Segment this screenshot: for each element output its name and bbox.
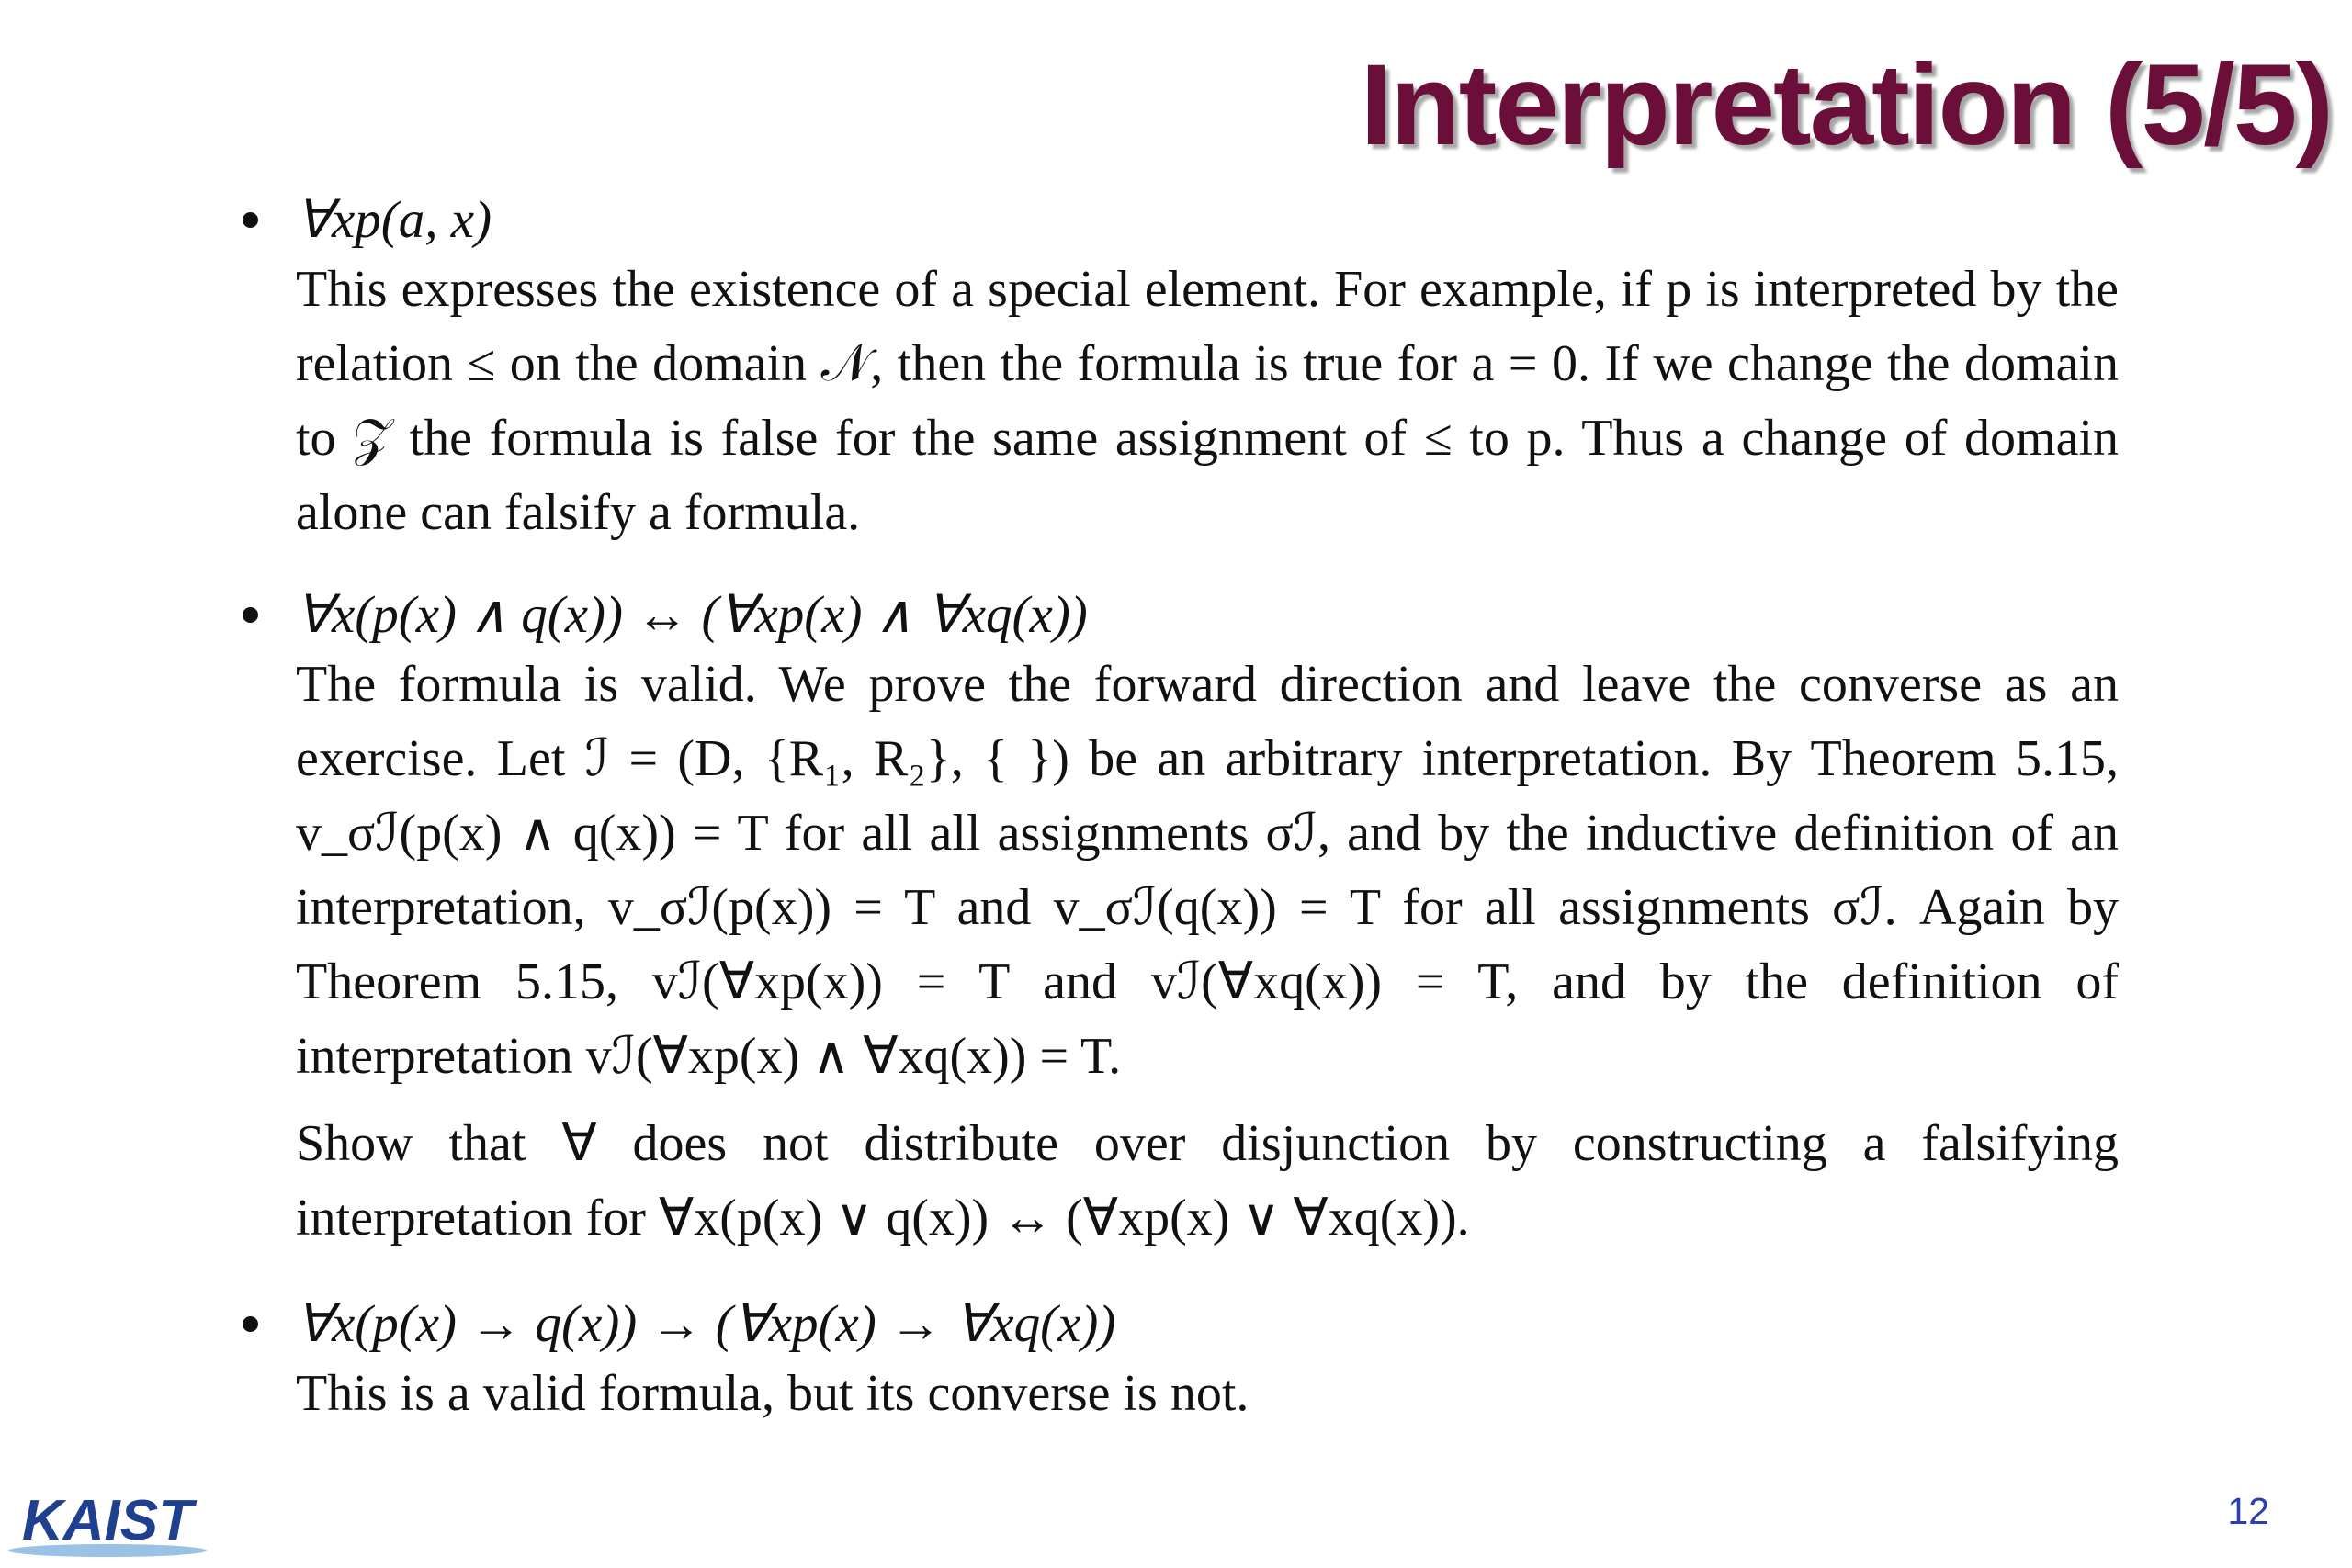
page-number: 12 [2227,1490,2269,1532]
kaist-logo [4,1486,211,1562]
bullet-icon [243,607,258,623]
bullet-item-existence [235,188,2119,550]
exercise-paragraph: Show that ∀ does not distribute over disjunction by constructing a falsifying interpretation for ∀x(p(x) ∨ q(x)) ↔ (∀xp(x) ∨ ∀xq(x)). [296,1115,2119,1247]
formula: ∀x(p(x) ∧ q(x)) ↔ (∀xp(x) ∧ ∀xq(x)) [296,586,1088,644]
bullet-item-conjunction [235,583,2119,1256]
explanation-paragraph: This is a valid formula, but its converse is not. [296,1365,1250,1422]
bullet-icon [243,1316,258,1332]
explanation-paragraph: The formula is valid. We prove the forward direction and leave the converse as an exercise. Let ℐ = (D, {R₁, R₂}, { }) be an arbitrary interpretation. By Theorem 5.15, v_σℐ(p(x) ∧ q(x)) = T for all all assignments σℐ, and by the inductive definition of an interpretation, v_σℐ(p(x)) = T and v_σℐ(q(x)) = T for all assignments σℐ. Again by Theorem 5.15, vℐ(∀xp(x)) = T and vℐ(∀xq(x)) = T, and by the definition of interpretation vℐ(∀xp(x) ∧ ∀xq(x)) = T. [296,656,2119,1085]
bullet-icon [243,212,258,228]
bullet-item-implication [235,1292,2119,1431]
slide-content [235,188,2119,1431]
explanation-paragraph: This expresses the existence of a special element. For example, if p is interpreted by the relation ≤ on the domain 𝒩, then the formula is true for a = 0. If we change the domain to 𝒵 the formula is false for the same assignment of ≤ to p. Thus a change of domain alone can falsify a formula. [296,261,2119,541]
formula: ∀xp(a, x) [296,191,492,249]
formula: ∀x(p(x) → q(x)) → (∀xp(x) → ∀xq(x)) [296,1295,1116,1353]
slide-title: Interpretation (5/5) [1360,41,2332,169]
logo-text: KAIST [22,1489,193,1552]
